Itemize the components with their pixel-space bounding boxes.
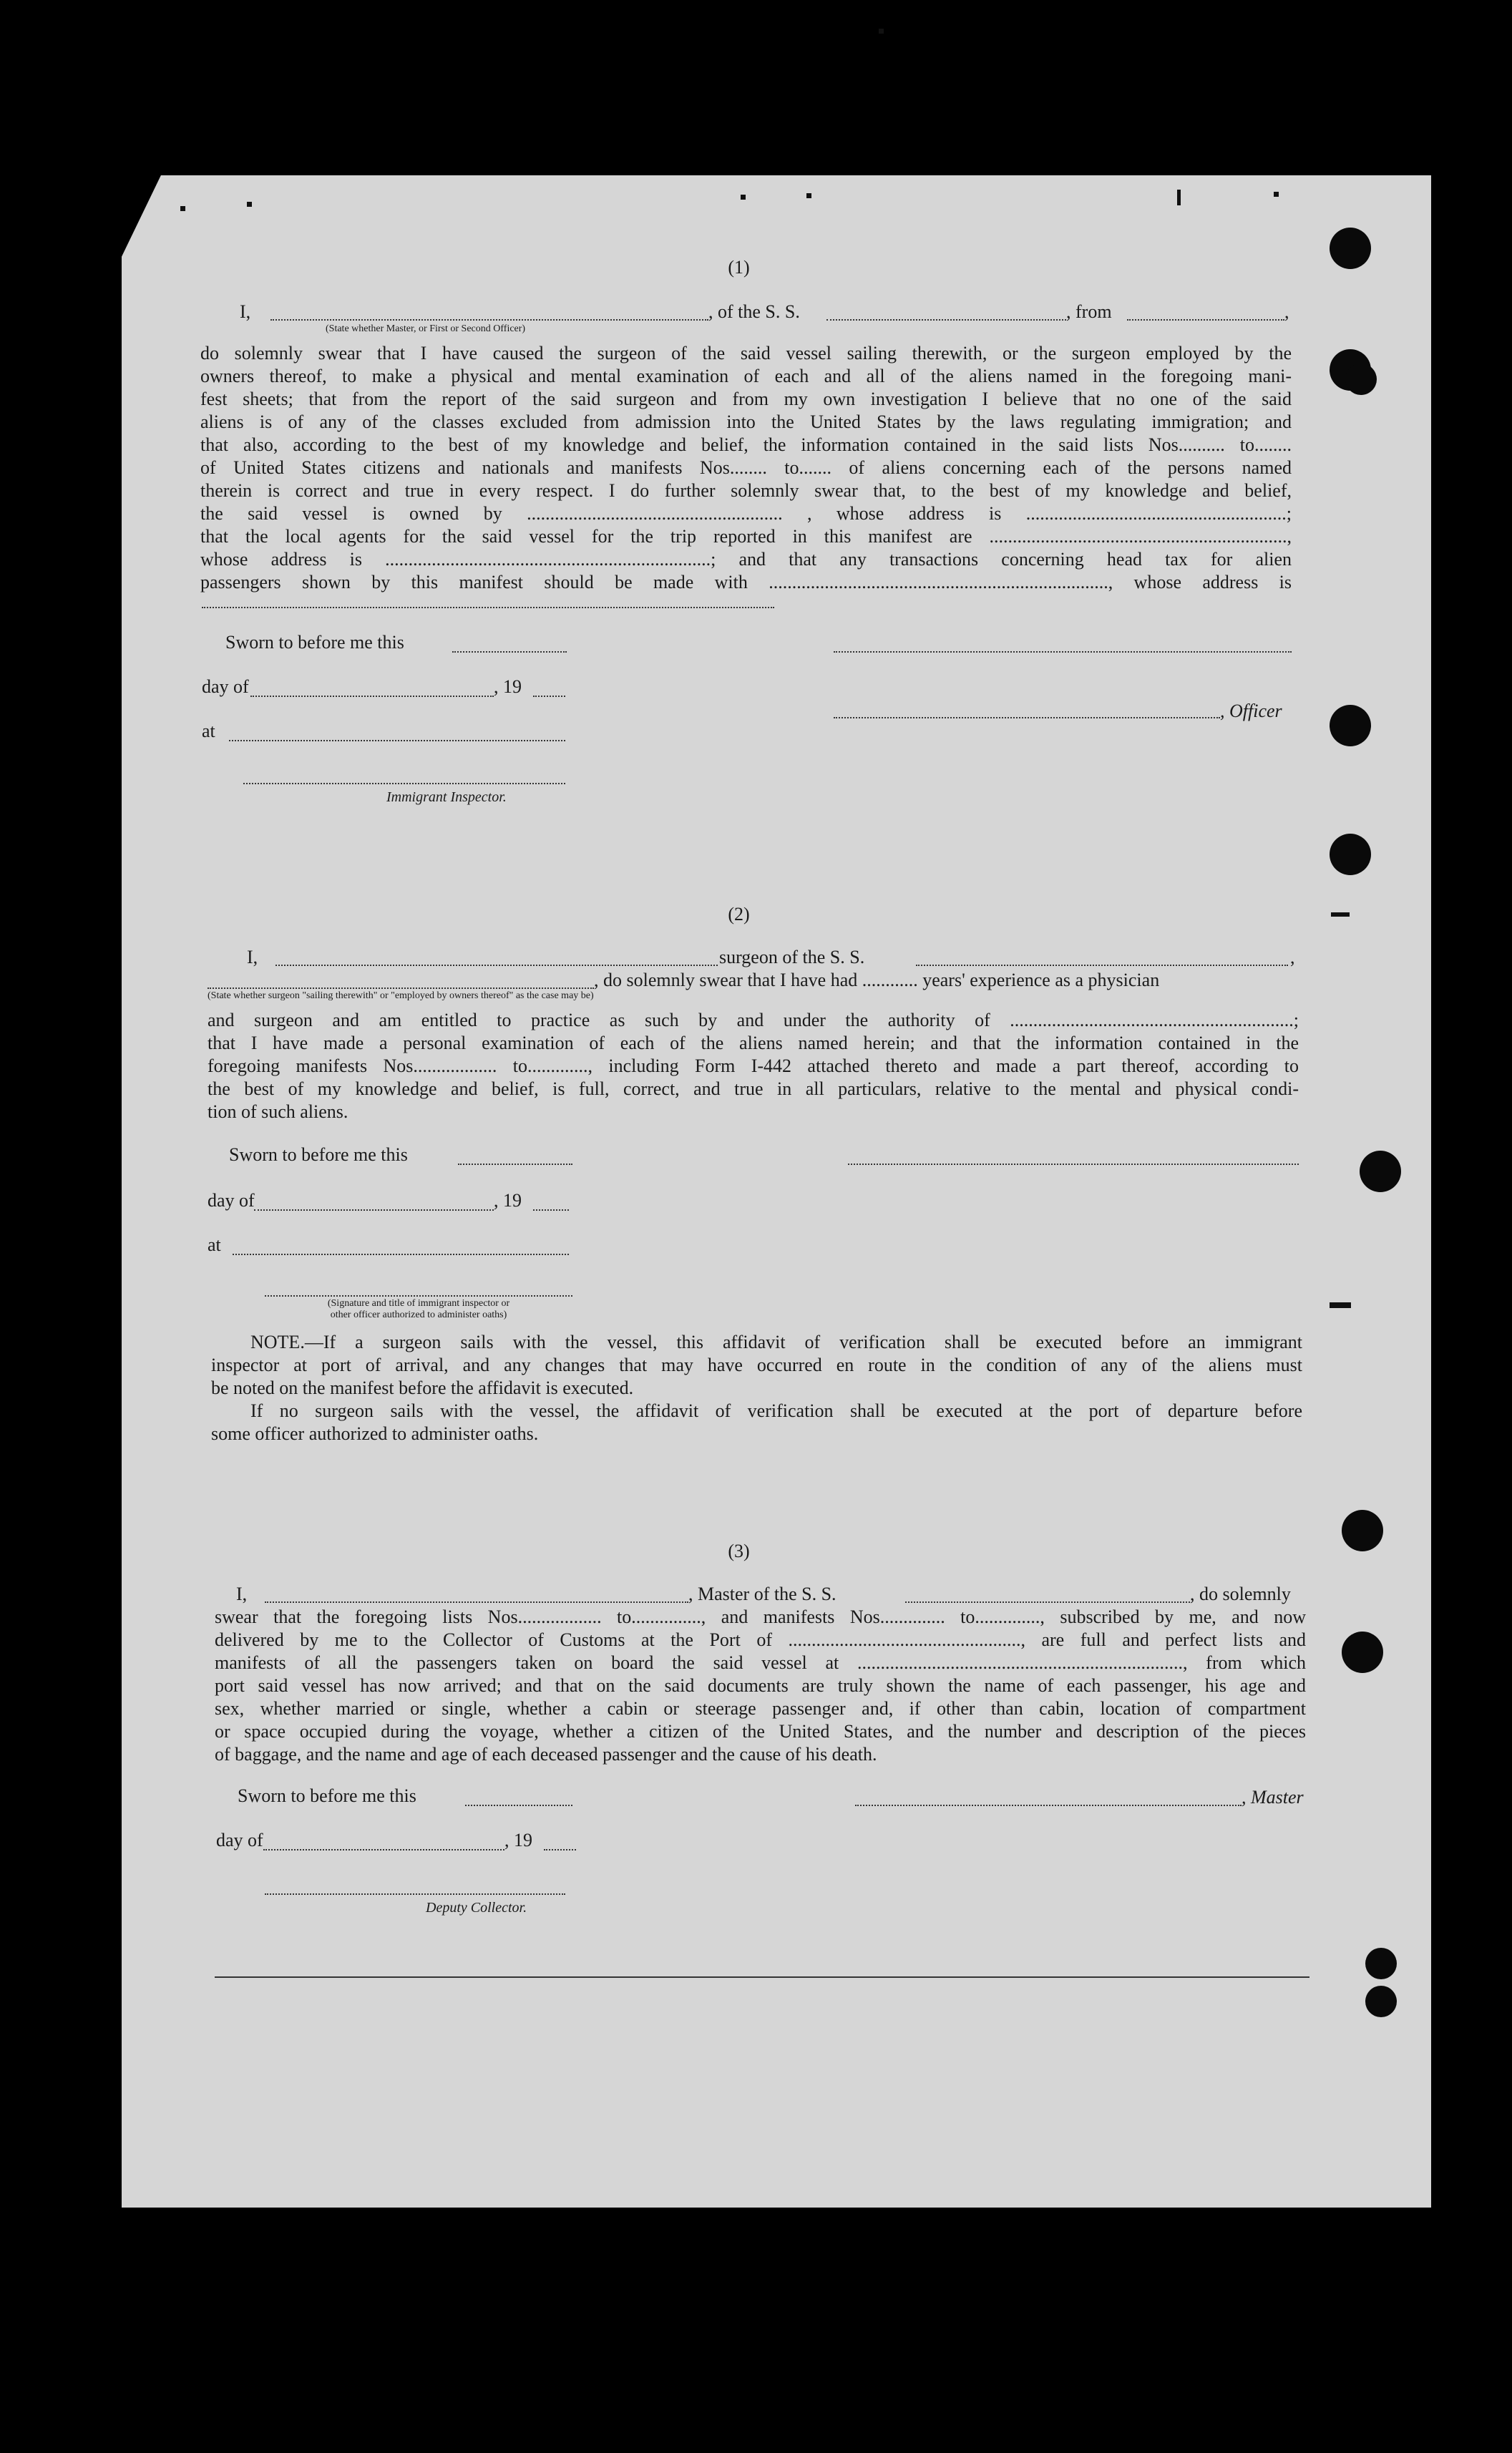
punch-hole xyxy=(1365,1948,1397,1979)
paper-mark xyxy=(1330,1302,1351,1308)
section-3-body-line: swear that the foregoing lists Nos.................. to..............., and manifests Nos.............. to.............., subscribed by me, and now xyxy=(215,1606,1306,1627)
officer-label: , Officer xyxy=(1220,701,1282,721)
immigrant-inspector-label: Immigrant Inspector. xyxy=(386,789,507,805)
paper-speck xyxy=(741,195,746,200)
section-1-of-ship: , of the S. S. xyxy=(708,301,800,322)
section-1-body-line: the said vessel is owned by ....................................................... , whose address is ........................................................; xyxy=(200,503,1292,524)
punch-hole xyxy=(1360,1151,1401,1192)
section-1-body-line: owners thereof, to make a physical and mental examination of each and all of the aliens named in the foregoing mani- xyxy=(200,366,1292,386)
section-1-i: I, xyxy=(240,301,251,322)
section-3-day-label: day of xyxy=(216,1830,263,1850)
place-blank xyxy=(229,740,565,741)
sworn-date-blank xyxy=(465,1805,572,1806)
surgeon-name-blank xyxy=(275,965,718,966)
address-continuation-blank xyxy=(202,607,774,608)
section-1-number: (1) xyxy=(728,257,750,278)
section-2-body-line: the best of my knowledge and belief, is full, correct, and true in all particulars, relative to the mental and physical condi- xyxy=(208,1078,1299,1099)
section-2-body-line: and surgeon and am entitled to practice as such by and under the authority of .............................................................; xyxy=(208,1010,1299,1030)
officer-title-blank xyxy=(834,717,1220,718)
punch-hole xyxy=(1330,834,1371,875)
deputy-collector-label: Deputy Collector. xyxy=(426,1900,527,1916)
note-line: inspector at port of arrival, and any changes that may have occurred en route in the condition of any of the aliens must xyxy=(211,1355,1302,1375)
section-3-solemnly: , do solemnly xyxy=(1190,1584,1291,1604)
section-3-body-line: manifests of all the passengers taken on board the said vessel at ......................................................................, from which xyxy=(215,1652,1306,1673)
section-3-master-of: , Master of the S. S. xyxy=(688,1584,837,1604)
section-2-number: (2) xyxy=(728,904,750,925)
section-3-i: I, xyxy=(236,1584,248,1604)
note-line: some officer authorized to administer oaths. xyxy=(211,1423,539,1444)
inspector-signature-blank xyxy=(243,783,565,784)
officer-name-blank xyxy=(270,319,708,321)
section-2-sworn-label: Sworn to before me this xyxy=(229,1144,408,1165)
inspector-signature-blank xyxy=(265,1295,572,1297)
section-3-body-line: sex, whether married or single, whether a cabin or steerage passenger and, if other than cabin, location of compartment xyxy=(215,1698,1306,1719)
master-name-blank xyxy=(265,1601,688,1603)
punch-hole xyxy=(1342,1632,1383,1673)
officer-signature-blank xyxy=(834,651,1292,653)
paper-speck xyxy=(180,206,185,211)
section-1-sworn-label: Sworn to before me this xyxy=(225,632,404,653)
master-ship-blank xyxy=(905,1601,1190,1603)
section-1-body-line: passengers shown by this manifest should be made with ........................................................................., whose address is xyxy=(200,572,1292,592)
master-label: , Master xyxy=(1242,1787,1304,1808)
section-2-surgeon-of: surgeon of the S. S. xyxy=(719,947,865,967)
section-2-at-label: at xyxy=(208,1234,221,1255)
section-1-body-line: whose address is ......................................................................; and that any transactions concerning head tax for alien xyxy=(200,549,1292,570)
section-2-day-label: day of xyxy=(208,1190,255,1211)
section-1-body-line: aliens is of any of the classes excluded from admission into the United States by the laws regulating immigration; and xyxy=(200,411,1292,432)
day-blank xyxy=(263,1849,504,1850)
section-1-body-line: that the local agents for the said vessel for the trip reported in this manifest are ................................................................, xyxy=(200,526,1292,547)
master-signature-blank xyxy=(855,1805,1242,1806)
note-line: be noted on the manifest before the affidavit is executed. xyxy=(211,1377,634,1398)
section-2-i: I, xyxy=(247,947,258,967)
section-2-comma: , xyxy=(1290,947,1295,967)
section-1-body-line: of United States citizens and nationals and manifests Nos........ to....... of aliens concerning each of the persons named xyxy=(200,457,1292,478)
section-3-body-line: delivered by me to the Collector of Customs at the Port of .................................................., are full and perfect lists and xyxy=(215,1629,1306,1650)
port-from-blank xyxy=(1127,319,1284,321)
sworn-date-blank xyxy=(458,1164,572,1165)
section-3-sworn-label: Sworn to before me this xyxy=(238,1785,416,1806)
section-1-body-line: fest sheets; that from the report of the said surgeon and from my own investigation I believe that no one of the said xyxy=(200,389,1292,409)
paper-speck xyxy=(1177,190,1181,205)
day-blank xyxy=(254,1209,494,1211)
section-1-officer-note: (State whether Master, or First or Second Officer) xyxy=(326,323,526,334)
section-3-body-line: port said vessel has now arrived; and that on the said documents are truly shown the name of each passenger, his age and xyxy=(215,1675,1306,1696)
section-3-year-label: , 19 xyxy=(504,1830,532,1850)
section-3-number: (3) xyxy=(728,1541,750,1561)
punch-hole xyxy=(1345,364,1377,395)
collector-signature-blank xyxy=(265,1893,565,1895)
paper-speck xyxy=(1274,192,1279,197)
sworn-date-blank xyxy=(452,651,567,653)
year-blank xyxy=(533,696,565,697)
surgeon-ship-blank xyxy=(916,965,1288,966)
section-1-from: , from xyxy=(1066,301,1112,322)
section-1-body-line: do solemnly swear that I have caused the surgeon of the said vessel sailing therewith, or the surgeon employed by the xyxy=(200,343,1292,364)
scan-speck xyxy=(879,29,884,34)
note-line: NOTE.—If a surgeon sails with the vessel, this affidavit of verification shall be executed before an immigrant xyxy=(250,1332,1302,1352)
surgeon-status-blank xyxy=(208,987,594,989)
section-1-body-line: therein is correct and true in every respect. I do further solemnly swear that, to the best of my knowledge and belief, xyxy=(200,480,1292,501)
section-2-surgeon-note: (State whether surgeon "sailing therewith" or "employed by owners thereof" as the case may be) xyxy=(208,990,594,1001)
section-2-swear-line: , do solemnly swear that I have had ............ years' experience as a physician xyxy=(594,970,1160,990)
day-blank xyxy=(250,696,494,697)
paper-speck xyxy=(806,193,811,198)
bottom-rule xyxy=(215,1976,1309,1978)
year-blank xyxy=(544,1849,576,1850)
signature-note-line: (Signature and title of immigrant inspector or xyxy=(327,1298,510,1309)
year-blank xyxy=(533,1209,569,1211)
place-blank xyxy=(233,1254,569,1255)
section-2-body-line: foregoing manifests Nos.................. to............., including Form I-442 attached thereto and made a part thereof, according to xyxy=(208,1055,1299,1076)
section-2-year-label: , 19 xyxy=(494,1190,522,1211)
section-3-body-line: of baggage, and the name and age of each deceased passenger and the cause of his death. xyxy=(215,1744,877,1765)
punch-hole xyxy=(1365,1986,1397,2017)
section-1-comma: , xyxy=(1284,301,1289,322)
note-line: If no surgeon sails with the vessel, the affidavit of verification shall be executed at the port of departure before xyxy=(250,1400,1302,1421)
punch-hole xyxy=(1330,705,1371,746)
section-1-day-label: day of xyxy=(202,676,249,697)
section-2-body-line: tion of such aliens. xyxy=(208,1101,348,1122)
signature-note-line: other officer authorized to administer oaths) xyxy=(330,1310,507,1320)
section-1-body-line: that also, according to the best of my knowledge and belief, the information contained in the said lists Nos.......... to........ xyxy=(200,434,1292,455)
paper-speck xyxy=(247,202,252,207)
section-1-at-label: at xyxy=(202,721,215,741)
ship-name-blank xyxy=(826,319,1066,321)
section-2-body-line: that I have made a personal examination of each of the aliens named herein; and that the information contained in the xyxy=(208,1033,1299,1053)
section-3-body-line: or space occupied during the voyage, whether a citizen of the United States, and the number and description of the pieces xyxy=(215,1721,1306,1742)
section-1-year-label: , 19 xyxy=(494,676,522,697)
surgeon-signature-blank xyxy=(848,1164,1299,1165)
